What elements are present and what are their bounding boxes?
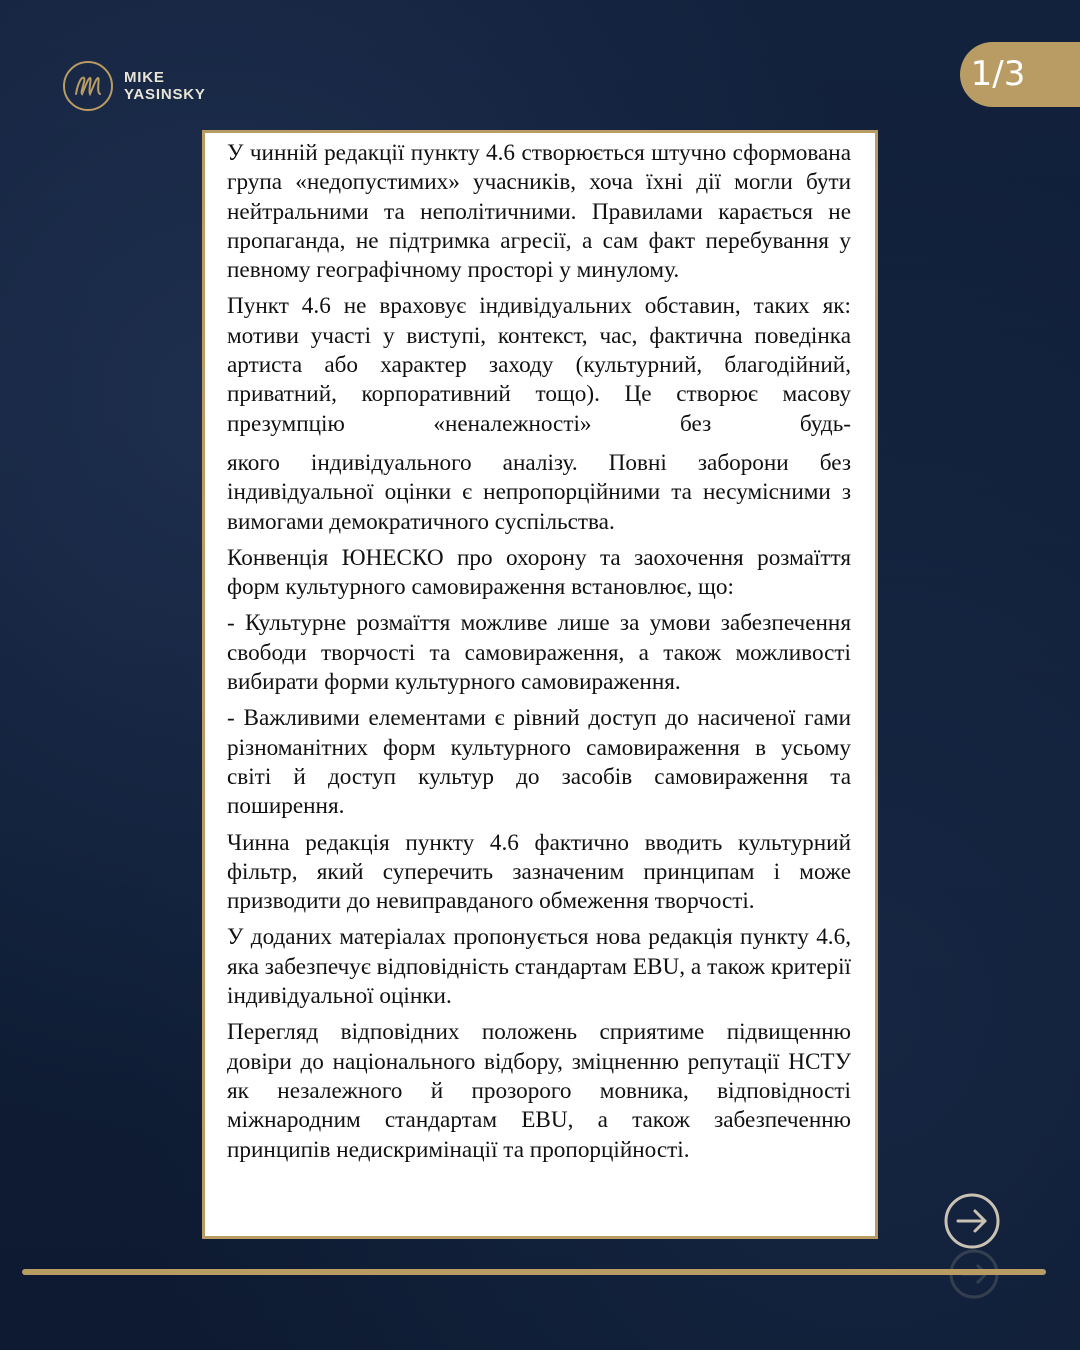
document-paragraph: якого індивідуального аналізу. Повні заборони без індивідуальної оцінки є непропорційними та несумісними з вимогами демократичного суспільства. [227, 449, 851, 535]
brand-logo [62, 60, 206, 112]
document-paragraph: Пункт 4.6 не враховує індивідуальних обставин, таких як: мотиви участі у виступі, контекст, час, фактична поведінка артиста або характер заходу (культурний, благодійний, приватний, корпоративний тощо). Це створює масову презумпцію «неналежності» без будь- [227, 293, 851, 437]
document-paragraph: У чинній редакції пункту 4.6 створюється штучно сформована група «недопустимих» учасників, хоча їхні дії могли бути нейтральними та неполітичними. Правилами карається не пропаганда, не підтримка агресії, а сам факт перебування у певному географічному просторі у минулому. [227, 140, 851, 284]
brand-first-name: MIKE [124, 69, 165, 86]
document-paragraph: Конвенція ЮНЕСКО про охорону та заохочення розмаїття форм культурного самовираження встановлює, що: [227, 544, 851, 601]
arrow-right-circle-icon[interactable] [943, 1192, 1001, 1250]
document-list-item: - Культурне розмаїття можливе лише за умови забезпечення свободи творчості та самовираження, а також можливості вибирати форми культурного самовираження. [227, 610, 851, 696]
document-paragraph: У доданих матеріалах пропонується нова редакція пункту 4.6, яка забезпечує відповідність стандартам EBU, а також критерії індивідуальної оцінки. [227, 924, 851, 1010]
brand-last-name: YASINSKY [124, 86, 206, 103]
document-paragraph: Чинна редакція пункту 4.6 фактично вводить культурний фільтр, який суперечить зазначеним принципам і може призводити до невиправданого обмеження творчості. [227, 829, 851, 915]
page-indicator-label: 1/3 [970, 54, 1026, 94]
document-list-item: - Важливими елементами є рівний доступ до насиченої гами різноманітних форм культурного самовираження в усьому світі й доступ культур до засобів самовираження та поширення. [227, 705, 851, 820]
document-page [202, 130, 878, 1239]
document-paragraph: Перегляд відповідних положень сприятиме підвищенню довіри до національного відбору, зміцненню репутації НСТУ як незалежного й прозорого мовника, відповідності міжнародним стандартам EBU, а також забезпеченню принципів недискримінації та пропорційності. [227, 1019, 851, 1163]
brand-name [124, 69, 206, 103]
page-indicator [960, 42, 1080, 107]
monogram-logo-icon [62, 60, 114, 112]
progress-divider [22, 1269, 1046, 1275]
